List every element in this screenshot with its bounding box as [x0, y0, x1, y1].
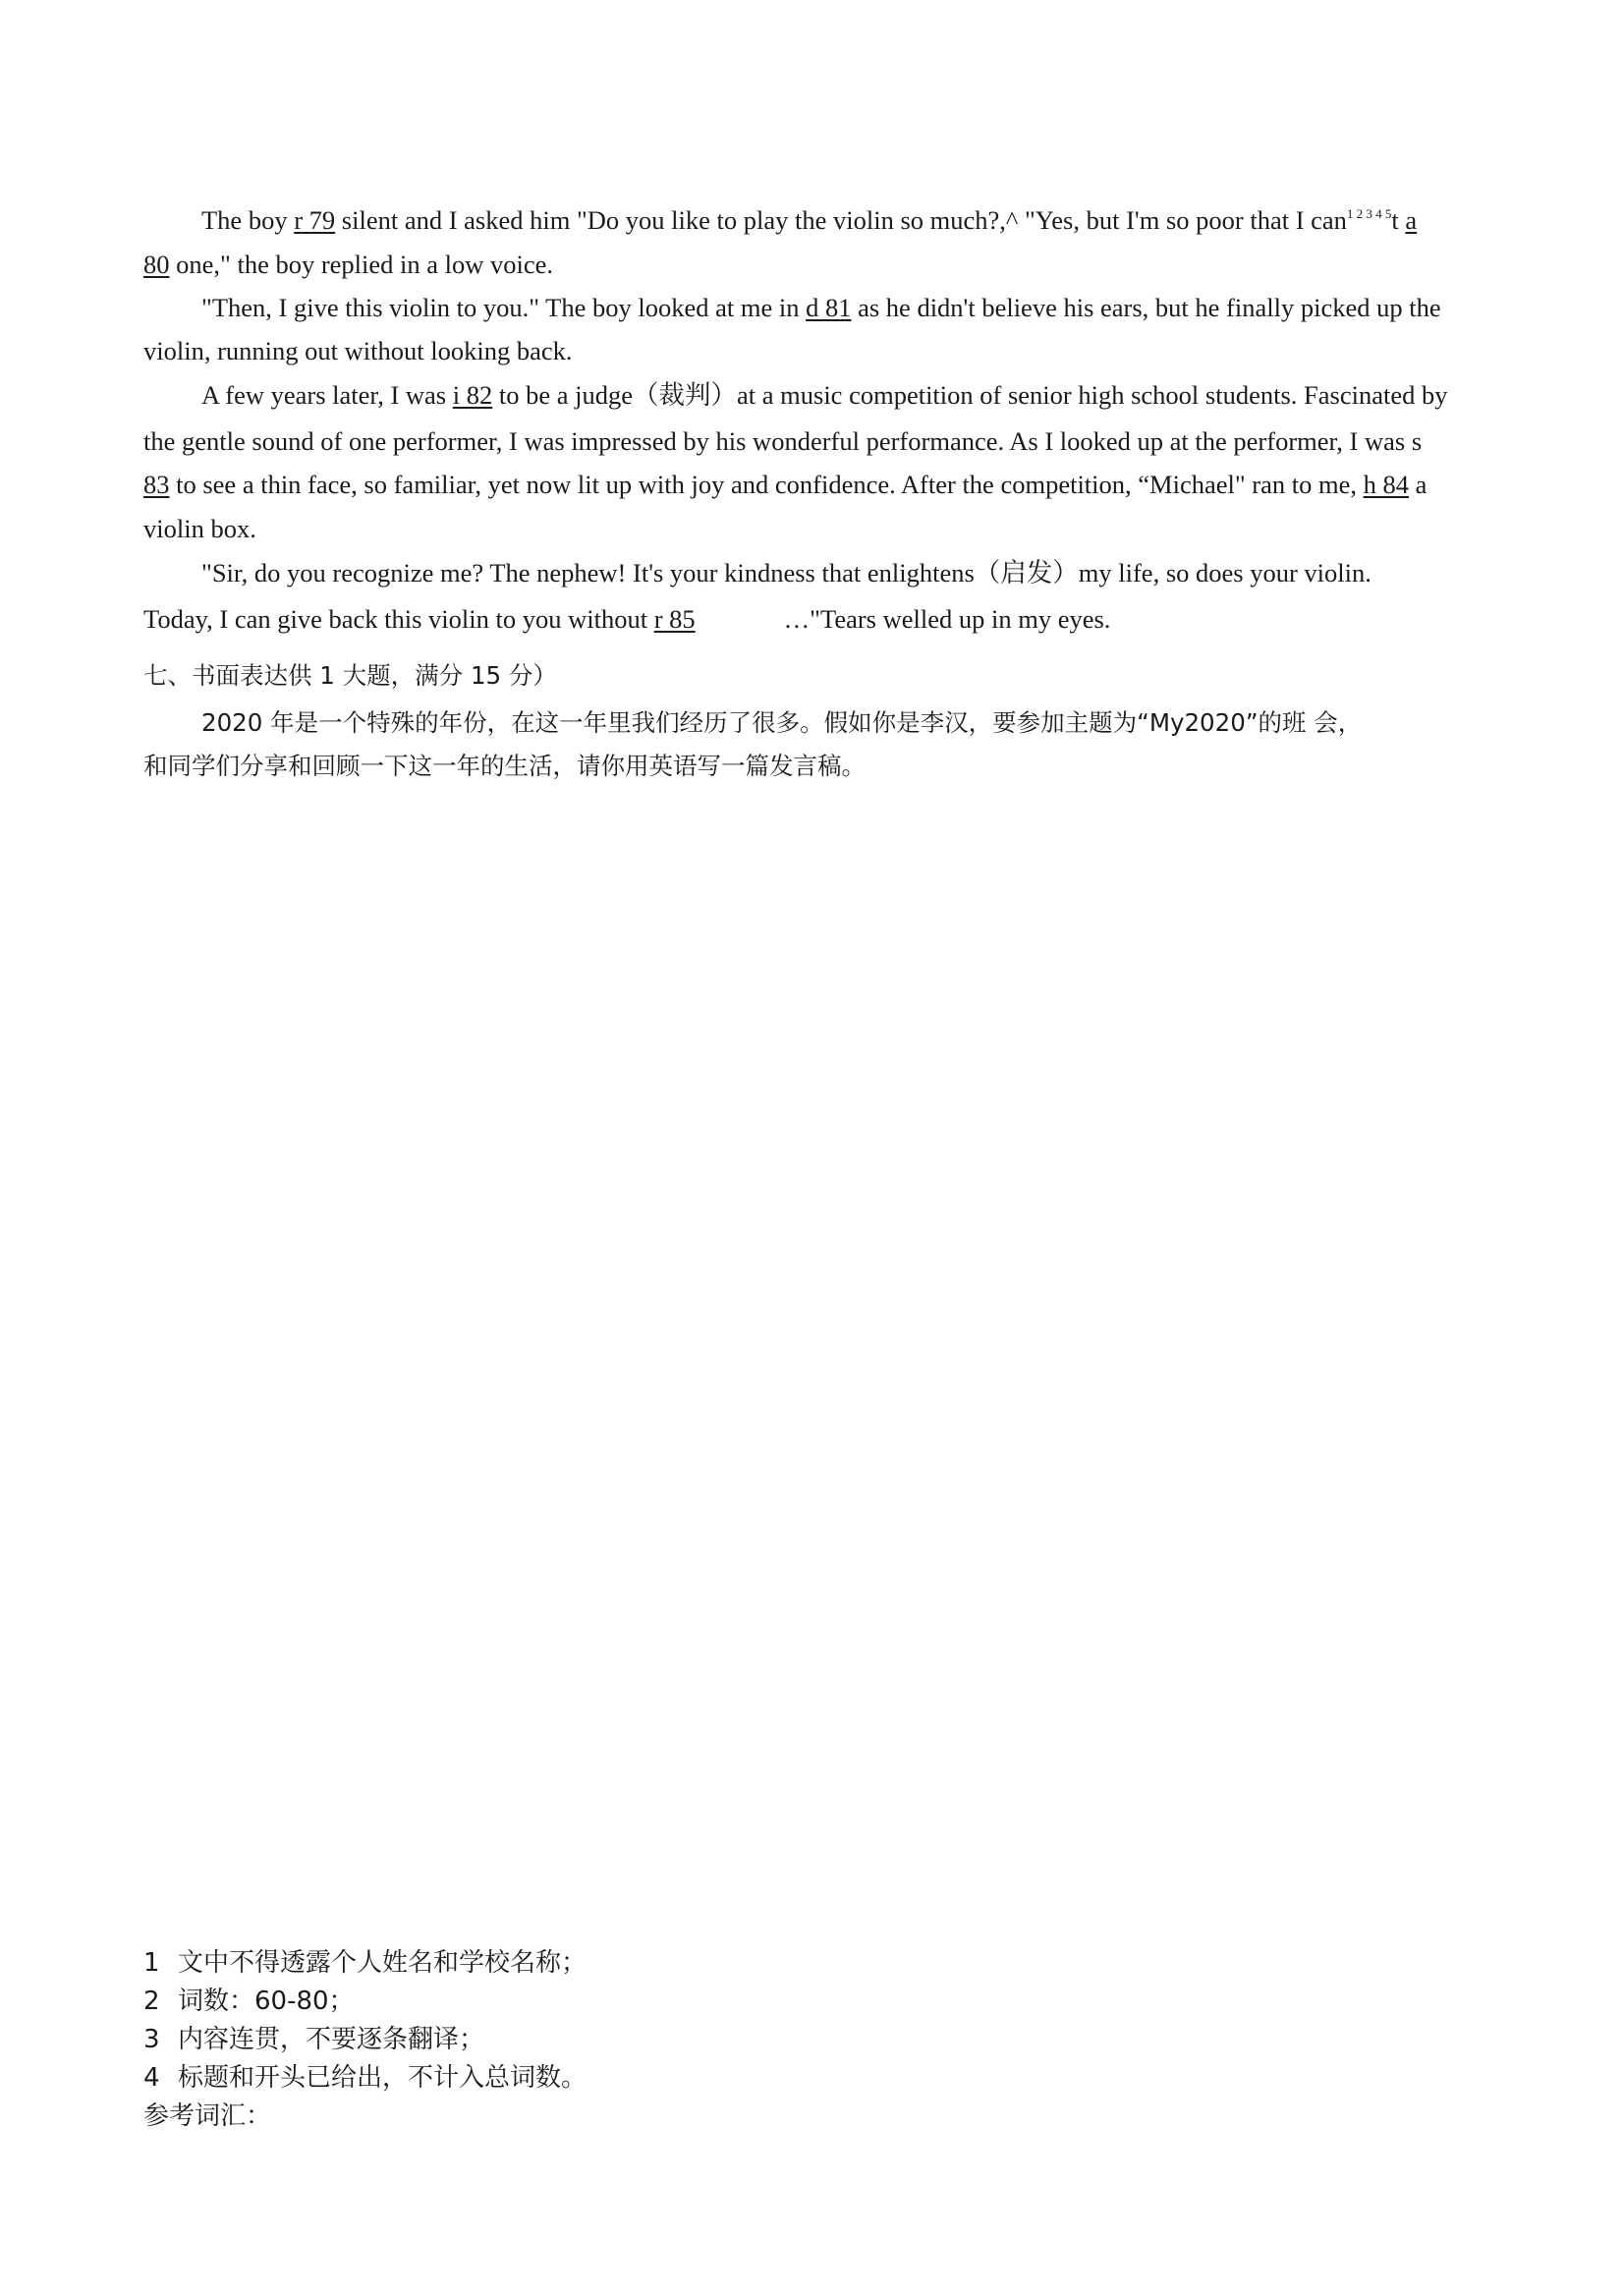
section-heading-text: 七、书面表达供 1 大题，满分 15 分） — [143, 661, 557, 690]
blank-81: d 81 — [806, 293, 852, 322]
passage-text: t — [1391, 205, 1406, 235]
writing-prompt-text: 和同学们分享和回顾一下这一年的生活，请你用英语写一篇发言稿。 — [143, 752, 866, 780]
requirement-item — [143, 2024, 484, 2055]
requirement-text: 词数：60-80； — [178, 1987, 355, 2016]
requirement-item — [143, 2062, 587, 2094]
requirement-number: 4 — [143, 2063, 160, 2093]
blank-80: 80 — [143, 250, 170, 279]
reference-vocabulary-text: 参考词汇： — [143, 2101, 272, 2131]
requirement-number: 1 — [143, 1948, 160, 1978]
requirement-text: 内容连贯，不要逐条翻译； — [178, 2025, 485, 2054]
passage-text: a — [1409, 470, 1427, 499]
passage-text: to see a thin face, so familiar, yet now lit up with joy and confidence. After the competition, “Michael" ran to me, — [169, 470, 1364, 499]
passage-paragraph-3-line-3 — [143, 469, 1427, 500]
blank-79: r 79 — [294, 205, 336, 235]
passage-text: violin box. — [143, 514, 256, 543]
requirement-number: 2 — [143, 1987, 160, 2016]
passage-paragraph-2-line-1 — [201, 292, 1441, 323]
passage-text: the gentle sound of one performer, I was impressed by his wonderful performance. As I looked up at the performer, I was s — [143, 426, 1423, 456]
requirement-text: 文中不得透露个人姓名和学校名称； — [178, 1948, 588, 1978]
passage-text: "Sir, do you recognize me? The nephew! It's your kindness that enlightens（启发）my life, so does your violin. — [201, 558, 1371, 588]
passage-paragraph-3-line-4 — [143, 513, 256, 544]
passage-text: silent and I asked him "Do you like to play the violin so much?,^ "Yes, but I'm so poor that I can — [335, 205, 1347, 235]
requirement-text: 标题和开头已给出，不计入总词数。 — [178, 2063, 588, 2093]
writing-prompt-line-1 — [201, 707, 1362, 739]
blank-85: r 85 — [653, 604, 696, 634]
passage-text: …"Tears welled up in my eyes. — [783, 604, 1111, 634]
passage-paragraph-4-line-2 — [143, 603, 1110, 635]
superscript-footnote-marks: 1 2 3 4 5 — [1346, 206, 1392, 221]
passage-text: to be a judge（裁判）at a music competition of senior high school students. Fascinated by — [492, 380, 1448, 410]
passage-paragraph-1-line-1 — [201, 204, 1417, 236]
writing-prompt-line-2 — [143, 751, 866, 782]
passage-text: Today, I can give back this violin to you without — [143, 604, 654, 634]
blank-84: h 84 — [1363, 470, 1410, 499]
blank-82: i 82 — [452, 380, 493, 410]
passage-text: A few years later, I was — [201, 380, 453, 410]
requirement-item — [143, 1986, 355, 2017]
passage-text: violin, running out without looking back. — [143, 336, 573, 365]
passage-text: as he didn't believe his ears, but he finally picked up the — [851, 293, 1441, 322]
requirement-number: 3 — [143, 2025, 160, 2054]
blank-80-letter: a — [1405, 205, 1418, 235]
passage-paragraph-4-line-1 — [201, 557, 1371, 588]
passage-paragraph-3-line-1 — [201, 379, 1447, 411]
reference-vocabulary-label — [143, 2100, 271, 2132]
passage-text: one," the boy replied in a low voice. — [169, 250, 554, 279]
passage-paragraph-3-line-2 — [143, 425, 1422, 457]
passage-text: The boy — [201, 205, 295, 235]
writing-prompt-text: 2020 年是一个特殊的年份，在这一年里我们经历了很多。假如你是李汉，要参加主题为“My2020”的班 会， — [201, 708, 1363, 737]
passage-text: "Then, I give this violin to you." The boy looked at me in — [201, 293, 807, 322]
blank-83: 83 — [143, 470, 170, 499]
passage-paragraph-2-line-2 — [143, 335, 573, 366]
requirement-item — [143, 1947, 587, 1979]
passage-paragraph-1-line-2 — [143, 249, 553, 280]
section-heading — [143, 660, 557, 692]
